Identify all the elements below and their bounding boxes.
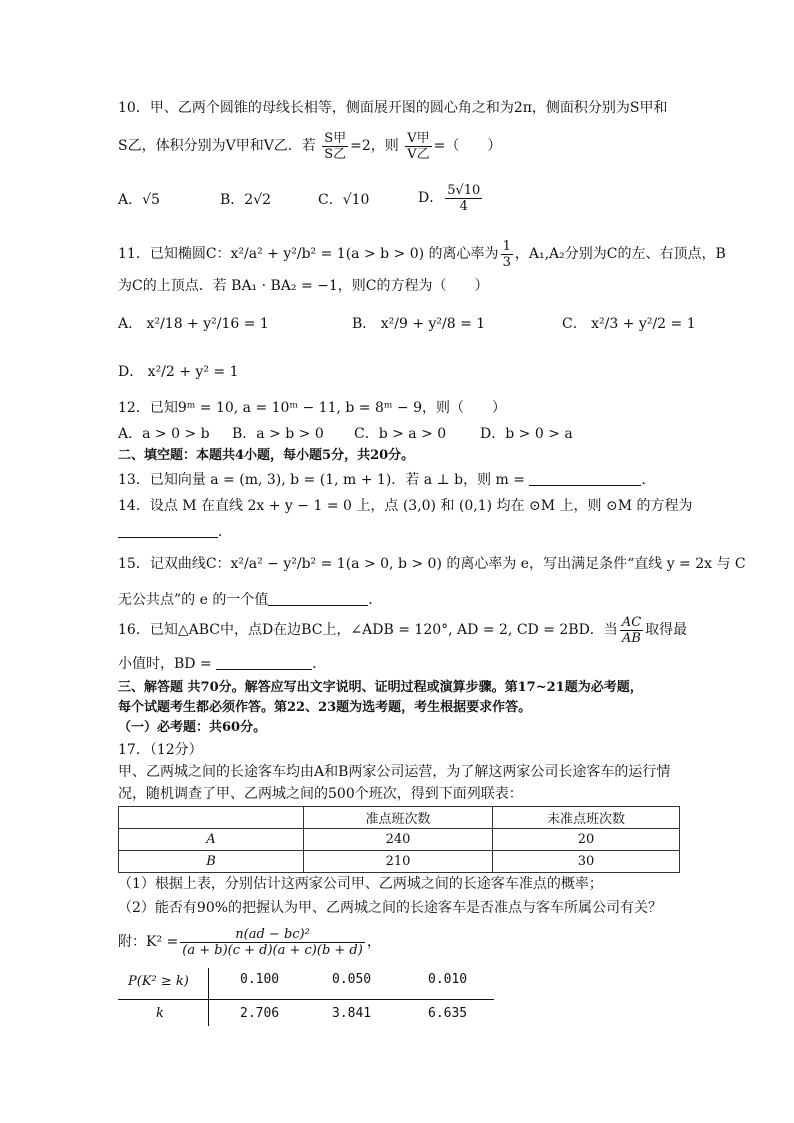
q17-line1: 甲、乙两城之间的长途客车均由A和B两家公司运营，为了解这两家公司长途客车的运行情 [118,764,671,780]
q16-frac-num: AC [621,614,642,630]
q17-formula [118,922,678,962]
q10-ratio-s-num: S甲 [324,130,347,146]
table-header-cell: 准点班次数 [304,807,493,829]
q10-option-c: C．√10 [318,192,370,208]
q16-line2-text: 小值时，BD = [118,656,217,672]
section-3-line2: 每个试题考生都必须作答。第22、23题为选考题，考生根据要求作答。 [118,700,532,715]
contingency-table [118,806,680,873]
section-3-line1: 三、解答题 共70分。解答应写出文字说明、证明过程或演算步骤。第17~21题为必考题， [118,680,643,695]
q12-option-c: C．b > a > 0 [354,426,447,442]
q10-ratio-v-num: V甲 [407,130,430,146]
q11-line1-b: x²/a² + y²/b² = 1(a > b > 0) 的离心率为 [230,246,499,262]
q13-line [118,470,678,490]
q10-option-d-den: 4 [459,198,468,214]
q10-option-b: B．2√2 [220,192,272,208]
table-cell: 30 [493,851,680,873]
q17-formula-label: 附：K² = [118,934,179,950]
q10-option-d [418,180,484,216]
q16-frac [620,615,643,646]
q17-formula-num: n(ad − bc)² [180,927,365,943]
q14-end: ． [218,524,232,540]
q11-line1-c: ，A₁,A₂分别为C的左、右顶点，B [514,246,726,262]
q16-line1-b: 取得最 [645,622,688,638]
section-2-heading: 二、填空题：本题共4小题，每小题5分，共20分。 [118,448,415,463]
critical-value-table [118,968,494,1028]
ptable-divider-horizontal [118,999,494,1000]
q16-frac-den: AB [622,630,641,646]
q11-line1 [118,236,726,272]
q11-ecc [501,239,513,270]
q15-line1: 15．记双曲线C：x²/a² − y²/b² = 1(a > 0, b > 0) 的离心率为 e，写出满足条件“直线 y = 2x 与 C [118,556,746,572]
q10-option-d-num: 5√10 [447,182,481,198]
table-row [119,851,680,873]
q14-line1: 14．设点 M 在直线 2x + y − 1 = 0 上，点 (3,0) 和 (0,1) 均在 ⊙M 上，则 ⊙M 的方程为 [118,498,693,514]
table-row [119,829,680,851]
q13-answer-blank[interactable] [529,471,641,486]
q15-answer-blank[interactable] [268,591,368,606]
q11-option-b: B． x²/9 + y²/8 = 1 [352,316,486,332]
q10-line2-text: S乙，体积分别为V甲和V乙．若 [118,138,316,154]
q11-ecc-den: 3 [502,254,511,270]
ptable-cell: 3.841 [332,1006,372,1021]
q13-text: 13．已知向量 a = (m, 3), b = (1, m + 1)．若 a ⊥ b，则 m = [118,472,530,488]
q10-ratio-v-val: =（ ） [433,138,502,154]
q11-ecc-num: 1 [502,238,511,254]
q17-formula-den: (a + b)(c + d)(a + c)(b + d) [182,942,363,958]
q12-option-a: A．a > 0 > b [118,426,210,442]
ptable-cell: 0.010 [428,972,468,987]
q11-line2: 为C的上顶点．若 BA₁ · BA₂ = −1，则C的方程为（ ） [118,278,489,294]
q16-line2 [118,654,678,674]
ptable-row2-label: k [156,1006,164,1021]
q10-line1: 10．甲、乙两个圆锥的母线长相等，侧面展开图的圆心角之和为2π，侧面积分别为S甲和 [118,100,668,116]
q16-line1 [118,612,688,648]
q11-option-a: A． x²/18 + y²/16 = 1 [118,316,269,332]
table-cell: 240 [304,829,493,851]
q10-line2 [118,128,678,168]
table-cell: 210 [304,851,493,873]
q16-end: ． [312,656,327,672]
q12-option-d: D．b > 0 > a [480,426,573,442]
q15-line2 [118,590,678,610]
q14-line2 [118,522,678,542]
q10-ratio-v [405,131,431,162]
q10-ratio-v-den: V乙 [407,146,430,162]
q12-line1: 12．已知9ᵐ = 10, a = 10ᵐ − 11, b = 8ᵐ − 9，则（ ） [118,400,507,416]
q10-ratio-s [322,131,348,162]
q10-option-d-label: D． [418,190,444,206]
q11-line1-a: 11．已知椭圆C： [118,246,231,262]
q14-answer-blank[interactable] [118,523,218,538]
ptable-divider-vertical [208,968,209,1026]
q10-ratio-s-den: S乙 [324,146,347,162]
q12-option-b: B．a > b > 0 [232,426,324,442]
table-cell: A [119,829,304,851]
q16-answer-blank[interactable] [216,655,312,670]
table-cell: 20 [493,829,680,851]
q17-part1: （1）根据上表，分别估计这两家公司甲、乙两城之间的长途客车准点的概率； [118,876,603,892]
q13-end: ． [641,472,656,488]
q17-formula-end: ， [366,934,381,950]
table-header-cell [119,807,304,829]
table-header-row [119,807,680,829]
q17-heading: 17．（12分） [118,742,203,758]
q17-formula-frac [180,927,365,958]
q11-option-c: C． x²/3 + y²/2 = 1 [562,316,696,332]
q10-option-d-frac [445,183,482,214]
q17-part2: （2）能否有90%的把握认为甲、乙两城之间的长途客车是否准点与客车所属公司有关？ [118,900,663,916]
section-3-line3: （一）必考题：共60分。 [118,720,267,735]
q10-ratio-s-val: =2，则 [350,138,399,154]
ptable-cell: 0.050 [332,972,372,987]
ptable-cell: 0.100 [240,972,280,987]
q11-option-d: D． x²/2 + y² = 1 [118,364,239,380]
table-cell: B [119,851,304,873]
ptable-cell: 6.635 [428,1006,468,1021]
q15-line2-text: 无公共点”的 e 的一个值 [118,592,269,608]
q17-line2: 况，随机调查了甲、乙两城之间的500个班次，得到下面列联表： [118,786,523,802]
q15-end: ． [368,592,383,608]
q16-line1-a: 16．已知△ABC中，点D在边BC上，∠ADB = 120°, AD = 2, CD = 2BD．当 [118,622,618,638]
ptable-cell: 2.706 [240,1006,280,1021]
ptable-row1-label: P(K² ≥ k) [128,974,189,989]
table-header-cell: 未准点班次数 [493,807,680,829]
q10-option-a: A．√5 [118,192,160,208]
